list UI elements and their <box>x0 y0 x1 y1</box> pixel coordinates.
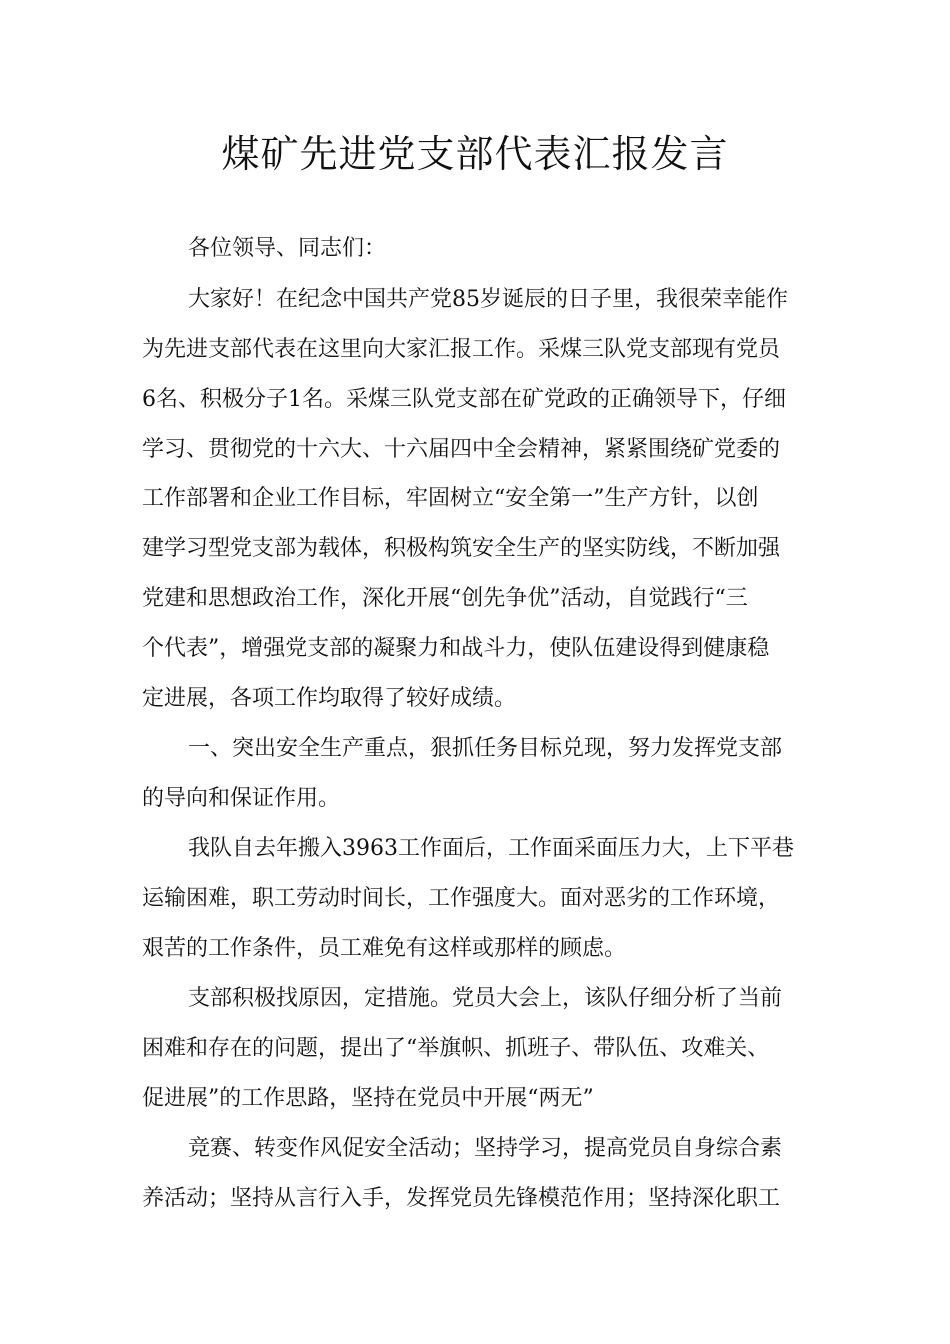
paragraph-line: 我队自去年搬入3963工作面后，工作面采面压力大，上下平巷 <box>188 836 794 861</box>
paragraph-line: 为先进支部代表在这里向大家汇报工作。采煤三队党支部现有党员 <box>142 337 781 362</box>
paragraph-line: 大家好！在纪念中国共产党85岁诞辰的日子里，我很荣幸能作 <box>188 287 788 312</box>
paragraph-line: 困难和存在的问题，提出了“举旗帜、抓班子、带队伍、攻难关、 <box>142 1036 770 1061</box>
paragraph-line: 建学习型党支部为载体，积极构筑安全生产的坚实防线，不断加强 <box>142 536 781 561</box>
paragraph-line: 促进展”的工作思路，坚持在党员中开展“两无” <box>142 1086 594 1111</box>
paragraph-line: 艰苦的工作条件，员工难免有这样或那样的顾虑。 <box>142 936 627 961</box>
paragraph-line: 定进展，各项工作均取得了较好成绩。 <box>142 686 517 711</box>
document-title: 煤矿先进党支部代表汇报发言 <box>221 132 729 176</box>
greeting-line: 各位领导、同志们： <box>188 236 387 261</box>
paragraph-line: 学习、贯彻党的十六大、十六届四中全会精神，紧紧围绕矿党委的 <box>142 437 781 462</box>
paragraph-line: 支部积极找原因，定措施。党员大会上，该队仔细分析了当前 <box>188 986 783 1011</box>
paragraph-line: 养活动；坚持从言行入手，发挥党员先锋模范作用；坚持深化职工 <box>142 1186 781 1211</box>
section-heading-line: 的导向和保证作用。 <box>142 786 341 811</box>
paragraph-line: 个代表”，增强党支部的凝聚力和战斗力，使队伍建设得到健康稳 <box>142 636 770 661</box>
paragraph-line: 工作部署和企业工作目标，牢固树立“安全第一”生产方针，以创 <box>142 486 759 511</box>
paragraph-line: 运输困难，职工劳动时间长，工作强度大。面对恶劣的工作环境， <box>142 886 781 911</box>
section-heading-line: 一、突出安全生产重点，狠抓任务目标兑现，努力发挥党支部 <box>188 736 783 761</box>
paragraph-line: 党建和思想政治工作，深化开展“创先争优”活动，自觉践行“三 <box>142 586 748 611</box>
paragraph-line: 6名、积极分子1名。采煤三队党支部在矿党政的正确领导下，仔细 <box>142 387 786 412</box>
paragraph-line: 竞赛、转变作风促安全活动；坚持学习，提高党员自身综合素 <box>188 1136 783 1161</box>
